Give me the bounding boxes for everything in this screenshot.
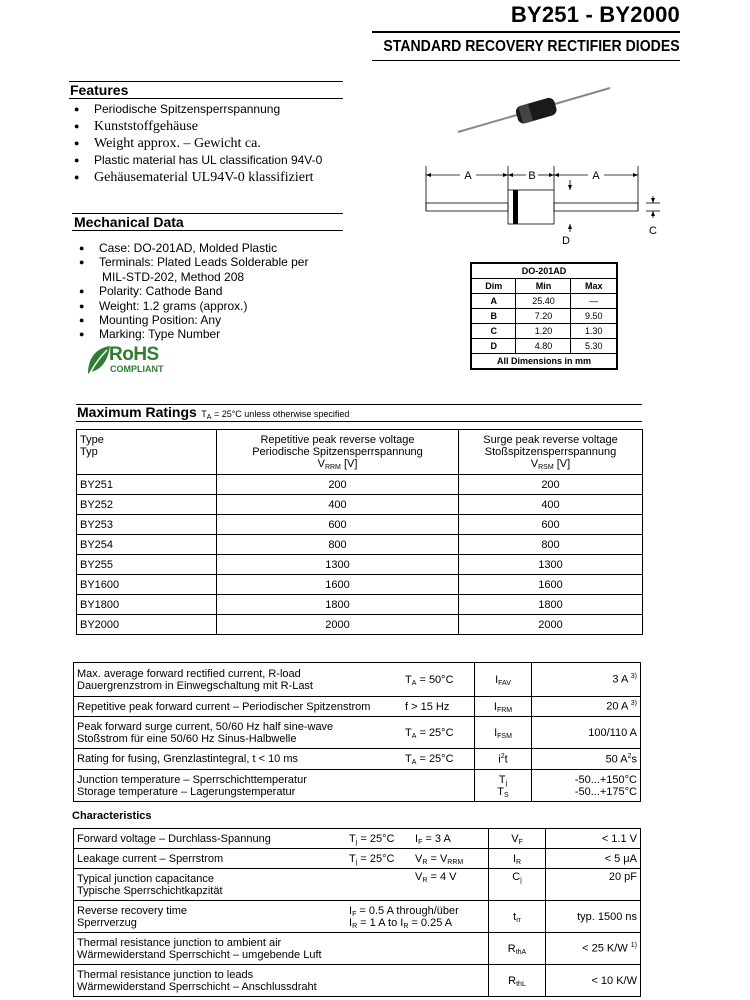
vrrm-cell: 1600 xyxy=(217,575,459,595)
table-row xyxy=(77,595,643,615)
dim-header: Max xyxy=(571,279,617,294)
table-row xyxy=(74,933,641,965)
desc-cell: Repetitive peak forward current – Periodischer Spitzenstrom xyxy=(74,697,403,717)
dim-cell: 25.40 xyxy=(516,294,571,309)
symbol-cell: $t_{rr}$ xyxy=(489,901,546,933)
vrrm-cell: 600 xyxy=(217,515,459,535)
subtitle-rule xyxy=(372,60,680,61)
dim-cell: D xyxy=(471,339,516,354)
max-ratings-bottom-rule xyxy=(76,421,642,422)
document-title: BY251 - BY2000 xyxy=(510,2,680,27)
cond1-cell xyxy=(346,869,412,901)
type-cell: BY254 xyxy=(77,535,217,555)
dimensions-table-title: DO-201AD xyxy=(471,263,617,279)
symbol-cell: $C_j$ xyxy=(489,869,546,901)
dim-cell: 4.80 xyxy=(516,339,571,354)
features-heading: Features xyxy=(70,82,129,98)
vrrm-cell: 1300 xyxy=(217,555,459,575)
value-cell: 50 $A^2s$ xyxy=(532,749,641,770)
cond-cell: $I_F = 0.5$ A through/über $I_R = 1$ A to $I_R = 0.25$ A xyxy=(346,901,489,933)
value-cell: 3 A $^{3)}$ xyxy=(532,663,641,697)
value-cell: < 25 K/W $^{1)}$ xyxy=(546,933,641,965)
max-ratings-heading-line xyxy=(77,404,349,422)
characteristics-table xyxy=(73,828,641,997)
desc-cell: Junction temperature – Sperrschichttemperatur Storage temperature – Lagerungstemperatur xyxy=(74,770,403,802)
dim-label-b: B xyxy=(528,170,536,182)
table-row xyxy=(74,829,641,849)
mechanical-item: ● Polarity: Cathode Band xyxy=(75,284,355,298)
table-row xyxy=(471,339,617,354)
dim-cell: 1.20 xyxy=(516,324,571,339)
symbol-cell: $T_j$ $T_S$ xyxy=(475,770,532,802)
value-cell: < 1.1 V xyxy=(546,829,641,849)
feature-item: ● Gehäusematerial UL94V-0 klassifiziert xyxy=(70,169,360,186)
mechanical-item: ● Terminals: Plated Leads Solderable per xyxy=(75,255,355,269)
type-cell: BY2000 xyxy=(77,615,217,635)
symbol-cell: $I_R$ xyxy=(489,849,546,869)
vrsm-cell: 600 xyxy=(459,515,643,535)
dim-cell: 1.30 xyxy=(571,324,617,339)
vrrm-cell: 1800 xyxy=(217,595,459,615)
desc-cell: Rating for fusing, Grenzlastintegral, t < 10 ms xyxy=(74,749,403,770)
dim-label-a-right: A xyxy=(592,170,600,182)
dim-label-c: C xyxy=(649,225,657,237)
feature-item: ● Kunststoffgehäuse xyxy=(70,118,360,135)
feature-item: ● Weight approx. – Gewicht ca. xyxy=(70,135,360,152)
vrsm-cell: 2000 xyxy=(459,615,643,635)
dimension-drawing xyxy=(420,160,665,250)
mechanical-item: ● Mounting Position: Any xyxy=(75,313,355,327)
dimensions-footer: All Dimensions in mm xyxy=(471,354,617,370)
value-cell: typ. 1500 ns xyxy=(546,901,641,933)
table-row xyxy=(74,965,641,997)
symbol-cell: $I_{FRM}$ xyxy=(475,697,532,717)
table-row xyxy=(74,770,641,802)
type-cell: BY1600 xyxy=(77,575,217,595)
type-cell: BY255 xyxy=(77,555,217,575)
dim-cell: A xyxy=(471,294,516,309)
mechanical-list xyxy=(75,241,355,342)
symbol-cell: $i^2t$ xyxy=(475,749,532,770)
cond-cell: f > 15 Hz xyxy=(402,697,475,717)
cond-cell: $T_A = 50^\circ C$ xyxy=(402,663,475,697)
rohs-text: RoHS xyxy=(109,344,159,365)
value-cell: 20 pF xyxy=(546,869,641,901)
table-row xyxy=(77,515,643,535)
header-vrrm: Repetitive peak reverse voltage Periodische Spitzensperrspannung $V_{RRM}$ [V] xyxy=(217,430,459,475)
table-row xyxy=(74,717,641,749)
cond2-cell: $V_R = V_{RRM}$ xyxy=(412,849,489,869)
desc-cell: Peak forward surge current, 50/60 Hz half sine-wave Stoßstrom für eine 50/60 Hz Sinus-Halbwelle xyxy=(74,717,403,749)
cond-cell: $T_A = 25^\circ C$ xyxy=(402,749,475,770)
features-bottom-rule xyxy=(69,98,343,99)
vrsm-cell: 400 xyxy=(459,495,643,515)
desc-cell: Typical junction capacitance Typische Sperrschichtkapzität xyxy=(74,869,347,901)
cond1-cell: $T_j = 25^\circ C$ xyxy=(346,829,412,849)
table-row xyxy=(74,901,641,933)
cond-cell: $T_A = 25^\circ C$ xyxy=(402,717,475,749)
max-ratings-heading: Maximum Ratings xyxy=(77,404,197,420)
dim-label-d: D xyxy=(562,235,570,247)
vrsm-cell: 1300 xyxy=(459,555,643,575)
dim-cell: B xyxy=(471,309,516,324)
desc-cell: Max. average forward rectified current, R-load Dauergrenzstrom in Einwegschaltung mit R-Last xyxy=(74,663,403,697)
feature-item: ● Plastic material has UL classification 94V-0 xyxy=(70,152,360,169)
mechanical-item: ● Marking: Type Number xyxy=(75,327,355,341)
mechanical-bottom-rule xyxy=(72,230,343,231)
desc-cell: Thermal resistance junction to ambient air Wärmewiderstand Sperrschicht – umgebende Luft xyxy=(74,933,489,965)
mechanical-heading: Mechanical Data xyxy=(74,214,184,230)
dim-header: Dim xyxy=(471,279,516,294)
symbol-cell: $V_F$ xyxy=(489,829,546,849)
vrrm-cell: 200 xyxy=(217,475,459,495)
vrsm-cell: 1600 xyxy=(459,575,643,595)
dim-cell: — xyxy=(571,294,617,309)
symbol-cell: $R_{thL}$ xyxy=(489,965,546,997)
dim-cell: 5.30 xyxy=(571,339,617,354)
mechanical-item: ● Case: DO-201AD, Molded Plastic xyxy=(75,241,355,255)
features-list xyxy=(70,101,360,186)
dim-cell: 7.20 xyxy=(516,309,571,324)
voltage-ratings-table xyxy=(76,429,643,635)
table-row xyxy=(471,294,617,309)
type-cell: BY1800 xyxy=(77,595,217,615)
current-ratings-table xyxy=(73,662,641,802)
desc-cell: Reverse recovery time Sperrverzug xyxy=(74,901,347,933)
vrrm-cell: 2000 xyxy=(217,615,459,635)
max-ratings-condition: $T_A = 25^\circ C$ unless otherwise specified xyxy=(201,409,350,421)
table-row xyxy=(471,324,617,339)
header-vrsm: Surge peak reverse voltage Stoßspitzensperrspannung $V_{RSM}$ [V] xyxy=(459,430,643,475)
cond1-cell: $T_j = 25^\circ C$ xyxy=(346,849,412,869)
characteristics-heading: Characteristics xyxy=(72,810,152,822)
dimensions-table xyxy=(470,262,618,370)
vrrm-cell: 400 xyxy=(217,495,459,515)
value-cell: < 10 K/W xyxy=(546,965,641,997)
type-cell: BY253 xyxy=(77,515,217,535)
table-row xyxy=(74,663,641,697)
table-row xyxy=(77,475,643,495)
vrrm-cell: 800 xyxy=(217,535,459,555)
value-cell: < 5 μA xyxy=(546,849,641,869)
table-row xyxy=(77,615,643,635)
vrsm-cell: 200 xyxy=(459,475,643,495)
dim-cell: C xyxy=(471,324,516,339)
title-rule xyxy=(372,31,680,33)
symbol-cell: $I_{FAV}$ xyxy=(475,663,532,697)
table-row xyxy=(77,495,643,515)
type-cell: BY252 xyxy=(77,495,217,515)
table-row xyxy=(74,749,641,770)
vrsm-cell: 800 xyxy=(459,535,643,555)
rohs-logo xyxy=(86,344,176,376)
cond-cell xyxy=(402,770,475,802)
table-row xyxy=(74,697,641,717)
desc-cell: Leakage current – Sperrstrom xyxy=(74,849,347,869)
rohs-compliant-text: COMPLIANT xyxy=(110,364,164,374)
value-cell: 100/110 A xyxy=(532,717,641,749)
feature-item: ● Periodische Spitzensperrspannung xyxy=(70,101,360,118)
value-cell: -50...+150°C -50...+175°C xyxy=(532,770,641,802)
symbol-cell: $R_{thA}$ xyxy=(489,933,546,965)
table-row xyxy=(74,869,641,901)
dim-header: Min xyxy=(516,279,571,294)
mechanical-item: MIL-STD-202, Method 208 xyxy=(102,269,245,284)
dim-cell: 9.50 xyxy=(571,309,617,324)
desc-cell: Thermal resistance junction to leads Wärmewiderstand Sperrschicht – Anschlussdraht xyxy=(74,965,489,997)
mechanical-item: ● Weight: 1.2 grams (approx.) xyxy=(75,299,355,313)
desc-cell: Forward voltage – Durchlass-Spannung xyxy=(74,829,347,849)
table-row xyxy=(77,535,643,555)
vrsm-cell: 1800 xyxy=(459,595,643,615)
cond2-cell: $I_F = 3$ A xyxy=(412,829,489,849)
table-row xyxy=(77,555,643,575)
cond2-cell: $V_R = 4$ V xyxy=(412,869,489,901)
table-row xyxy=(471,309,617,324)
table-row xyxy=(77,575,643,595)
symbol-cell: $I_{FSM}$ xyxy=(475,717,532,749)
diode-photo-illustration xyxy=(450,80,620,140)
document-subtitle: STANDARD RECOVERY RECTIFIER DIODES xyxy=(383,38,680,55)
value-cell: 20 A $^{3)}$ xyxy=(532,697,641,717)
dim-label-a-left: A xyxy=(464,170,472,182)
header-type: Type Typ xyxy=(77,430,217,475)
table-row xyxy=(74,849,641,869)
type-cell: BY251 xyxy=(77,475,217,495)
